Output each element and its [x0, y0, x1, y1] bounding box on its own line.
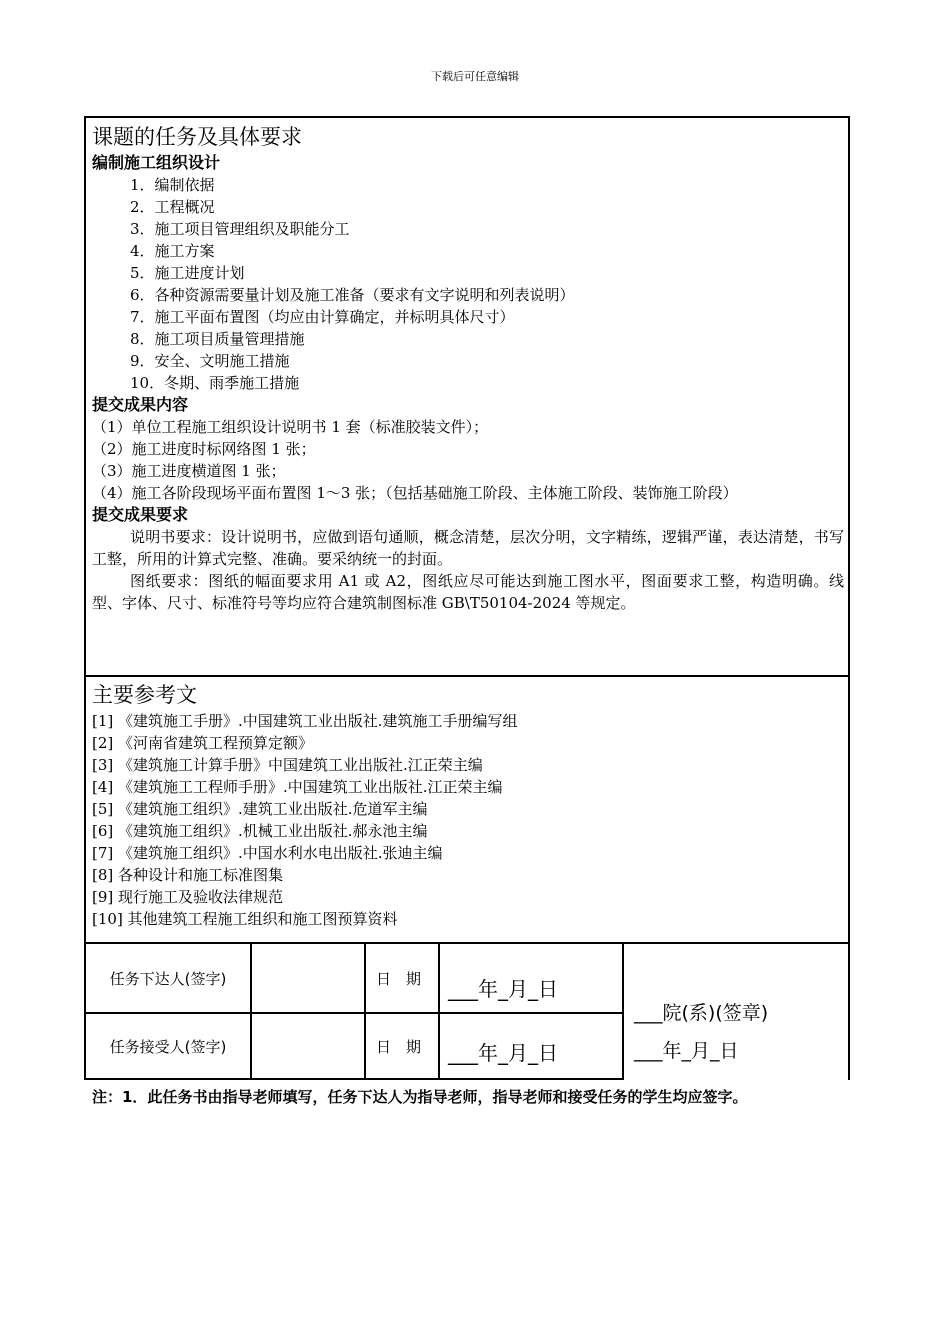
issue-date-value: ___年_月_日	[448, 977, 558, 1001]
list-item: 6．各种资源需要量计划及施工准备（要求有文字说明和列表说明）	[130, 286, 575, 304]
requirements-section	[92, 122, 844, 614]
deliverable-item: （1）单位工程施工组织设计说明书 1 套（标准胶装文件）；	[92, 418, 489, 436]
reference-item: [1] 《建筑施工手册》.中国建筑工业出版社.建筑施工手册编写组	[92, 712, 518, 730]
reference-item: [6] 《建筑施工组织》.机械工业出版社.郝永池主编	[92, 822, 428, 840]
reference-item: [2] 《河南省建筑工程预算定额》	[92, 734, 314, 752]
list-item: 7．施工平面布置图（均应由计算确定，并标明具体尺寸）	[130, 308, 515, 326]
list-item: 1．编制依据	[130, 176, 215, 194]
deliverable-item: （3）施工进度横道图 1 张；	[92, 462, 286, 480]
references-section	[92, 680, 844, 930]
requirement-paragraph: 图纸要求：图纸的幅面要求用 A1 或 A2，图纸应尽可能达到施工图水平，图面要求工整，构造明确。线型、字体、尺寸、标准符号等均应符合建筑制图标准 GB\T50104-2024 等规定。	[92, 572, 844, 612]
list-item: 5．施工进度计划	[130, 264, 245, 282]
deliverable-item: （2）施工进度时标网络图 1 张；	[92, 440, 316, 458]
reference-item: [7] 《建筑施工组织》.中国水利水电出版社.张迪主编	[92, 844, 443, 862]
issuer-signature-field[interactable]	[250, 944, 364, 1012]
department-date: ___年_月_日	[634, 1040, 739, 1062]
references-title: 主要参考文	[92, 683, 197, 707]
reference-item: [4] 《建筑施工工程师手册》.中国建筑工业出版社.江正荣主编	[92, 778, 503, 796]
section-heading-deliverables: 提交成果内容	[92, 395, 189, 414]
reference-item: [9] 现行施工及验收法律规范	[92, 888, 284, 906]
list-item: 2．工程概况	[130, 198, 215, 216]
list-item: 9．安全、文明施工措施	[130, 352, 290, 370]
section-heading-requirements: 提交成果要求	[92, 505, 189, 524]
task-frame	[84, 116, 850, 944]
department-stamp-cell[interactable]	[622, 944, 850, 1080]
section-heading-compile: 编制施工组织设计	[92, 153, 221, 172]
receive-date-field[interactable]	[438, 1012, 624, 1080]
reference-item: [10] 其他建筑工程施工组织和施工图预算资料	[92, 910, 398, 928]
receive-date-label: 日 期	[364, 1012, 438, 1080]
list-item: 8．施工项目质量管理措施	[130, 330, 305, 348]
issue-date-label: 日 期	[364, 944, 438, 1012]
issuer-label: 任务下达人(签字)	[84, 944, 250, 1012]
receiver-signature-field[interactable]	[250, 1012, 364, 1080]
reference-item: [8] 各种设计和施工标准图集	[92, 866, 284, 884]
footnote: 注：1．此任务书由指导老师填写，任务下达人为指导老师，指导老师和接受任务的学生均应签字。	[92, 1088, 748, 1106]
header-note: 下载后可任意编辑	[431, 70, 519, 83]
deliverable-item: （4）施工各阶段现场平面布置图 1～3 张；（包括基础施工阶段、主体施工阶段、装饰施工阶段）	[92, 484, 738, 502]
signature-table	[84, 944, 850, 1080]
list-item: 10．冬期、雨季施工措施	[130, 374, 300, 392]
list-item: 3．施工项目管理组织及职能分工	[130, 220, 350, 238]
requirement-paragraph: 说明书要求：设计说明书，应做到语句通顺，概念清楚，层次分明，文字精练，逻辑严谨，表达清楚，书写工整，所用的计算式完整、准确。要采纳统一的封面。	[92, 528, 844, 568]
reference-item: [5] 《建筑施工组织》.建筑工业出版社.危道军主编	[92, 800, 428, 818]
department-stamp-label: ___院(系)(签章)	[634, 1002, 769, 1024]
section-divider	[86, 675, 848, 677]
issue-date-field[interactable]	[438, 944, 624, 1012]
list-item: 4．施工方案	[130, 242, 215, 260]
reference-item: [3] 《建筑施工计算手册》中国建筑工业出版社.江正荣主编	[92, 756, 483, 774]
receiver-label: 任务接受人(签字)	[84, 1012, 250, 1080]
receive-date-value: ___年_月_日	[448, 1041, 558, 1065]
task-title: 课题的任务及具体要求	[92, 125, 302, 149]
